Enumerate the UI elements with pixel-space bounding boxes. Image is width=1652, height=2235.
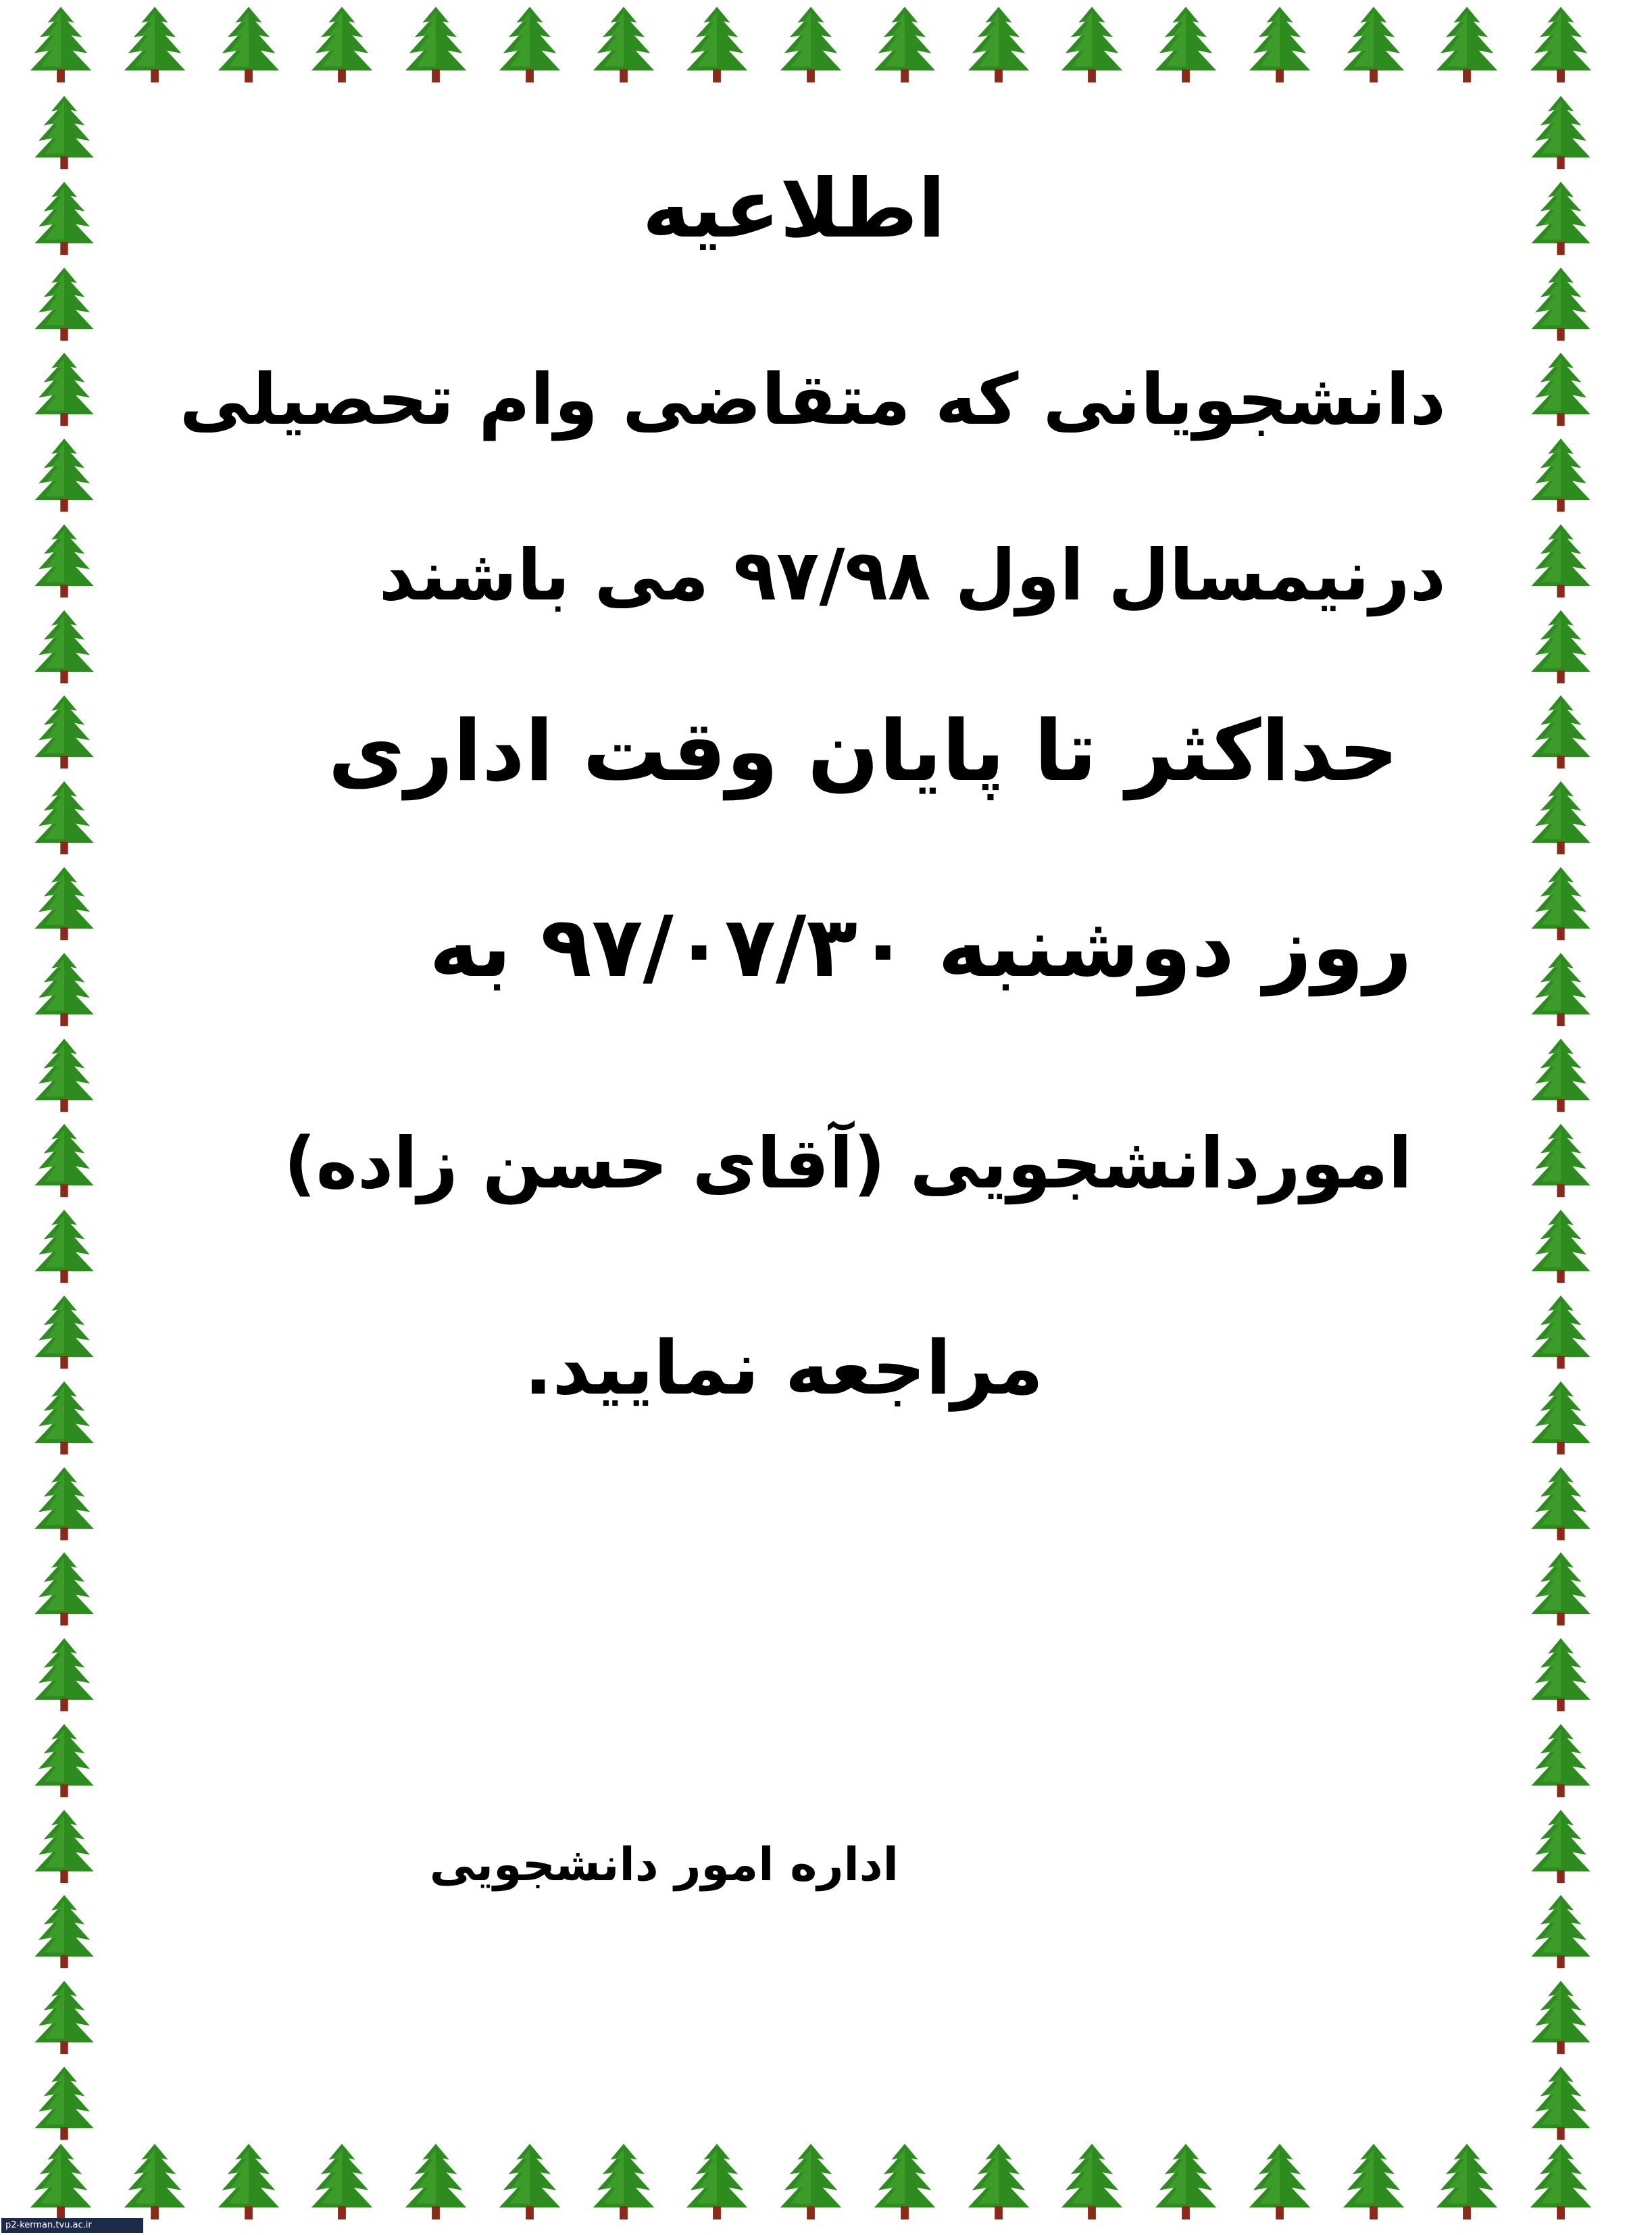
pine-tree-icon xyxy=(1527,2142,1595,2222)
notice-title: اطلاعیه xyxy=(642,162,946,256)
site-watermark: p2-kerman.tvu.ac.ir xyxy=(1,2218,143,2233)
notice-line-3: حداکثر تا پایان وقت اداری xyxy=(328,703,1399,800)
pine-tree-icon xyxy=(1527,1980,1595,2057)
pine-tree-icon xyxy=(590,5,657,85)
pine-tree-icon xyxy=(402,5,470,85)
pine-tree-icon xyxy=(30,780,98,857)
pine-tree-icon xyxy=(30,609,98,686)
pine-tree-icon xyxy=(27,5,95,85)
pine-tree-icon xyxy=(965,5,1032,85)
pine-tree-icon xyxy=(1527,780,1595,857)
pine-tree-icon xyxy=(496,5,564,85)
border-left xyxy=(27,95,101,2142)
pine-tree-icon xyxy=(30,2065,98,2142)
pine-tree-icon xyxy=(30,1723,98,1800)
pine-tree-icon xyxy=(1433,5,1501,85)
notice-line-1: دانشجویانی که متقاضی وام تحصیلی xyxy=(179,358,1446,441)
pine-tree-icon xyxy=(30,437,98,514)
pine-tree-icon xyxy=(30,1637,98,1714)
pine-tree-icon xyxy=(1527,609,1595,686)
pine-tree-icon xyxy=(30,1380,98,1457)
pine-tree-icon xyxy=(1527,180,1595,257)
pine-tree-icon xyxy=(1527,1123,1595,1200)
pine-tree-icon xyxy=(777,5,845,85)
pine-tree-icon xyxy=(1527,694,1595,771)
pine-tree-icon xyxy=(30,523,98,600)
pine-tree-icon xyxy=(871,2142,938,2222)
pine-tree-icon xyxy=(121,2142,189,2222)
pine-tree-icon xyxy=(1527,952,1595,1029)
notice-line-5: اموردانشجویی (آقای حسن زاده) xyxy=(284,1122,1412,1204)
pine-tree-icon xyxy=(402,2142,470,2222)
pine-tree-icon xyxy=(590,2142,657,2222)
notice-body xyxy=(155,135,1473,2028)
pine-tree-icon xyxy=(121,5,189,85)
pine-tree-icon xyxy=(1527,1466,1595,1543)
pine-tree-icon xyxy=(1058,2142,1126,2222)
pine-tree-icon xyxy=(30,1208,98,1285)
pine-tree-icon xyxy=(1527,1723,1595,1800)
pine-tree-icon xyxy=(30,694,98,771)
pine-tree-icon xyxy=(1527,1551,1595,1628)
pine-tree-icon xyxy=(30,1551,98,1628)
pine-tree-icon xyxy=(1058,5,1126,85)
pine-tree-icon xyxy=(308,2142,376,2222)
border-bottom xyxy=(27,2142,1595,2230)
pine-tree-icon xyxy=(30,351,98,428)
border-top xyxy=(27,5,1595,93)
pine-tree-icon xyxy=(30,866,98,943)
pine-tree-icon xyxy=(1527,866,1595,943)
border-right xyxy=(1524,95,1598,2142)
pine-tree-icon xyxy=(1527,351,1595,428)
pine-tree-icon xyxy=(1527,523,1595,600)
pine-tree-icon xyxy=(1527,266,1595,343)
pine-tree-icon xyxy=(215,2142,282,2222)
pine-tree-icon xyxy=(1340,2142,1407,2222)
pine-tree-icon xyxy=(30,1894,98,1971)
pine-tree-icon xyxy=(496,2142,564,2222)
notice-line-2: درنیمسال اول ۹۷/۹۸ می باشند xyxy=(378,534,1446,616)
pine-tree-icon xyxy=(30,1037,98,1114)
pine-tree-icon xyxy=(30,180,98,257)
pine-tree-icon xyxy=(30,952,98,1029)
pine-tree-icon xyxy=(1527,437,1595,514)
pine-tree-icon xyxy=(30,95,98,172)
pine-tree-icon xyxy=(1527,1208,1595,1285)
pine-tree-icon xyxy=(1527,1037,1595,1114)
pine-tree-icon xyxy=(1246,2142,1313,2222)
pine-tree-icon xyxy=(1152,5,1220,85)
notice-line-4: روز دوشنبه ۹۷/۰۷/۳۰ به xyxy=(429,899,1412,996)
pine-tree-icon xyxy=(1246,5,1313,85)
pine-tree-icon xyxy=(215,5,282,85)
pine-tree-icon xyxy=(30,1980,98,2057)
pine-tree-icon xyxy=(30,266,98,343)
pine-tree-icon xyxy=(30,1294,98,1371)
pine-tree-icon xyxy=(683,5,751,85)
pine-tree-icon xyxy=(1340,5,1407,85)
notice-signature: اداره امور دانشجویی xyxy=(429,1838,899,1892)
pine-tree-icon xyxy=(30,1809,98,1886)
pine-tree-icon xyxy=(965,2142,1032,2222)
pine-tree-icon xyxy=(1527,95,1595,172)
pine-tree-icon xyxy=(1527,5,1595,85)
pine-tree-icon xyxy=(1527,1294,1595,1371)
pine-tree-icon xyxy=(308,5,376,85)
pine-tree-icon xyxy=(27,2142,95,2222)
pine-tree-icon xyxy=(1527,1894,1595,1971)
pine-tree-icon xyxy=(30,1123,98,1200)
pine-tree-icon xyxy=(1433,2142,1501,2222)
pine-tree-icon xyxy=(683,2142,751,2222)
pine-tree-icon xyxy=(1527,1380,1595,1457)
pine-tree-icon xyxy=(1152,2142,1220,2222)
pine-tree-icon xyxy=(1527,2065,1595,2142)
pine-tree-icon xyxy=(871,5,938,85)
pine-tree-icon xyxy=(30,1466,98,1543)
pine-tree-icon xyxy=(777,2142,845,2222)
pine-tree-icon xyxy=(1527,1637,1595,1714)
pine-tree-icon xyxy=(1527,1809,1595,1886)
notice-line-6: مراجعه نمایید. xyxy=(524,1325,1044,1411)
